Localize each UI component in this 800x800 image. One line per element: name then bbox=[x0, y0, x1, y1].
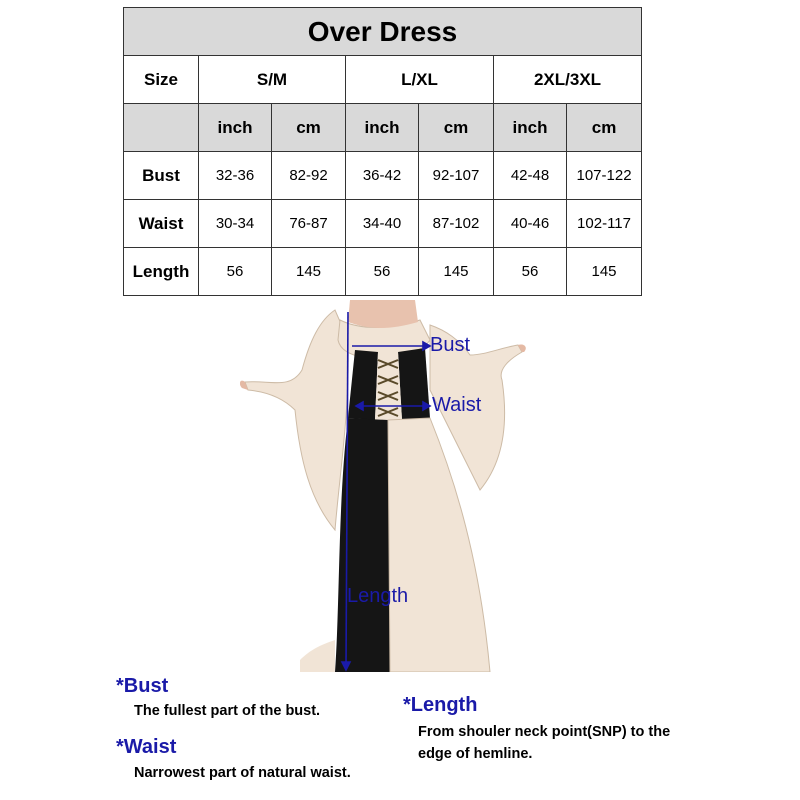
size-header-row bbox=[124, 56, 642, 104]
table-cell: 145 bbox=[272, 248, 346, 296]
size-header-label: Size bbox=[124, 56, 199, 104]
unit-header: cm bbox=[567, 104, 642, 152]
row-label: Bust bbox=[124, 152, 199, 200]
length-definition-text-line2: edge of hemline. bbox=[418, 746, 533, 762]
length-definition-text-line1: From shouler neck point(SNP) to the bbox=[418, 724, 671, 740]
size-lxl-header: L/XL bbox=[346, 56, 494, 104]
table-cell: 87-102 bbox=[419, 200, 494, 248]
waist-definition-text: Narrowest part of natural waist. bbox=[134, 765, 351, 781]
waist-definition-title: *Waist bbox=[116, 736, 177, 758]
table-cell: 107-122 bbox=[567, 152, 642, 200]
hem-ruffle bbox=[300, 640, 335, 672]
unit-header: inch bbox=[346, 104, 419, 152]
table-row-waist bbox=[124, 200, 642, 248]
unit-header-row bbox=[124, 104, 642, 152]
table-cell: 102-117 bbox=[567, 200, 642, 248]
size-chart-table bbox=[123, 7, 642, 296]
unit-blank-cell bbox=[124, 104, 199, 152]
unit-header: cm bbox=[419, 104, 494, 152]
table-cell: 82-92 bbox=[272, 152, 346, 200]
row-label: Length bbox=[124, 248, 199, 296]
bust-definition-text: The fullest part of the bust. bbox=[134, 703, 321, 719]
unit-header: inch bbox=[199, 104, 272, 152]
size-sm-header: S/M bbox=[199, 56, 346, 104]
bodice-center bbox=[375, 352, 402, 420]
table-cell: 145 bbox=[419, 248, 494, 296]
bust-arrow bbox=[423, 342, 430, 350]
table-row-bust bbox=[124, 152, 642, 200]
size-2xl3xl-header: 2XL/3XL bbox=[494, 56, 642, 104]
row-label: Waist bbox=[124, 200, 199, 248]
table-cell: 92-107 bbox=[419, 152, 494, 200]
table-cell: 32-36 bbox=[199, 152, 272, 200]
table-cell: 40-46 bbox=[494, 200, 567, 248]
skirt-dark bbox=[335, 418, 390, 672]
table-title-row bbox=[124, 8, 642, 56]
length-definition-title: *Length bbox=[403, 694, 478, 716]
neck bbox=[348, 300, 418, 328]
table-cell: 145 bbox=[567, 248, 642, 296]
table-cell: 56 bbox=[346, 248, 419, 296]
length-label: Length bbox=[347, 585, 409, 607]
table-cell: 56 bbox=[494, 248, 567, 296]
left-sleeve bbox=[245, 310, 348, 530]
table-cell: 36-42 bbox=[346, 152, 419, 200]
bust-definition-title: *Bust bbox=[116, 675, 169, 697]
table-cell: 30-34 bbox=[199, 200, 272, 248]
table-row-length bbox=[124, 248, 642, 296]
table-cell: 56 bbox=[199, 248, 272, 296]
unit-header: cm bbox=[272, 104, 346, 152]
table-cell: 76-87 bbox=[272, 200, 346, 248]
unit-header: inch bbox=[494, 104, 567, 152]
dress-drawing bbox=[240, 300, 530, 672]
table-cell: 34-40 bbox=[346, 200, 419, 248]
waist-label: Waist bbox=[432, 394, 482, 416]
table-cell: 42-48 bbox=[494, 152, 567, 200]
table-title: Over Dress bbox=[124, 8, 642, 56]
dress-illustration bbox=[240, 300, 530, 672]
bust-label: Bust bbox=[430, 334, 471, 356]
